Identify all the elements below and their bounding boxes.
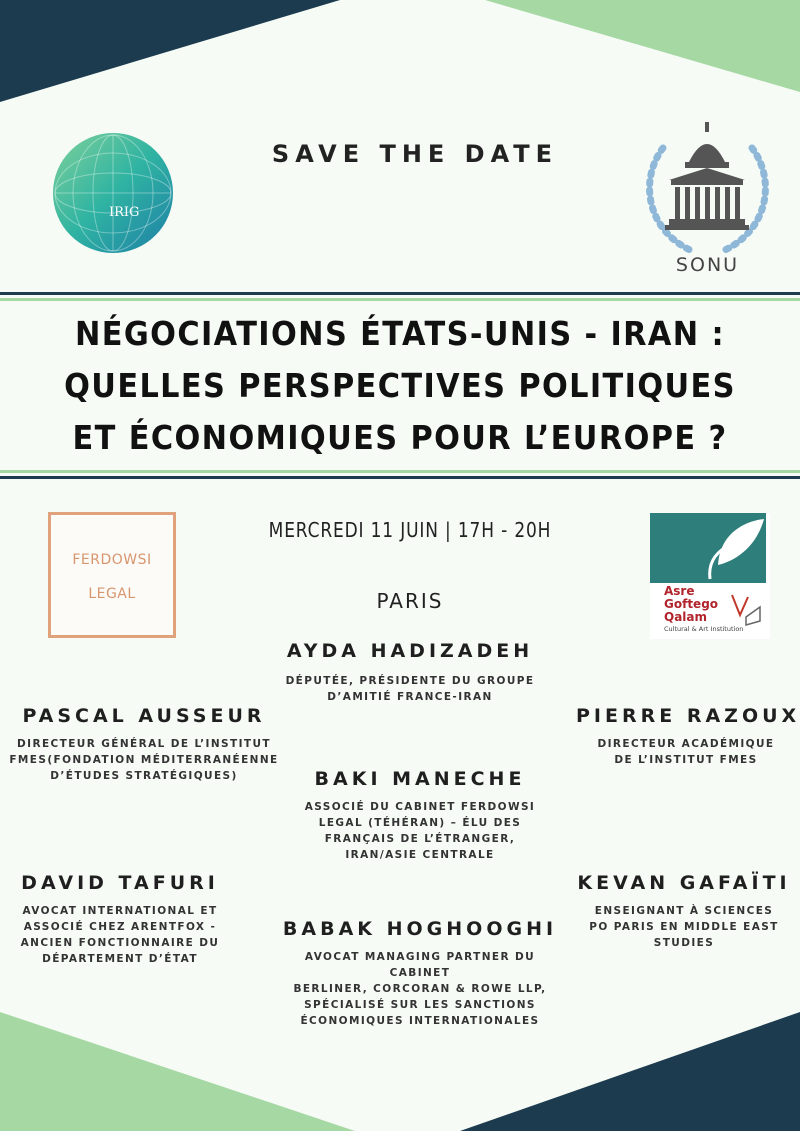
desc-line: CABINET xyxy=(389,967,451,979)
speaker-description xyxy=(260,799,580,863)
desc-line: FRANÇAIS DE L’ÉTRANGER, xyxy=(324,833,516,845)
speaker-babak-hoghooghi xyxy=(260,918,580,1029)
asre-label: Asre xyxy=(664,584,695,598)
desc-line: DIRECTEUR ACADÉMIQUE xyxy=(597,738,775,750)
title-line-3: ET ÉCONOMIQUES POUR L’EUROPE ? xyxy=(72,418,728,457)
speaker-name: AYDA HADIZADEH xyxy=(286,640,534,662)
desc-line: DIRECTEUR GÉNÉRAL DE L’INSTITUT xyxy=(17,738,271,750)
speaker-description xyxy=(570,903,798,951)
speaker-description xyxy=(250,673,570,705)
desc-line: AVOCAT INTERNATIONAL ET xyxy=(22,905,218,917)
speaker-name: BAKI MANECHE xyxy=(314,768,526,790)
title-line-2: QUELLES PERSPECTIVES POLITIQUES xyxy=(64,366,736,405)
speaker-name: PASCAL AUSSEUR xyxy=(22,705,266,727)
globe-icon xyxy=(53,133,173,253)
asre-goftego-qalam-logo xyxy=(650,513,770,639)
speaker-name: DAVID TAFURI xyxy=(21,872,219,894)
desc-line: D’AMITIÉ FRANCE-IRAN xyxy=(327,691,493,703)
desc-line: ASSOCIÉ CHEZ ARENTFOX - xyxy=(23,921,217,933)
speaker-name: BABAK HOGHOOGHI xyxy=(282,918,558,940)
desc-line: LEGAL (TÉHÉRAN) – ÉLU DES xyxy=(318,817,522,829)
desc-line: DÉPUTÉE, PRÉSIDENTE DU GROUPE xyxy=(285,675,535,687)
desc-line: DÉPARTEMENT D’ÉTAT xyxy=(42,953,198,965)
event-city: PARIS xyxy=(376,589,444,613)
sonu-label: SONU xyxy=(675,254,740,276)
speaker-pierre-razoux xyxy=(576,705,800,768)
desc-line: ANCIEN FONCTIONNAIRE DU xyxy=(20,937,220,949)
speaker-name: PIERRE RAZOUX xyxy=(576,705,800,727)
irig-label: IRIG xyxy=(109,205,140,220)
desc-line: DE L’INSTITUT FMES xyxy=(614,754,758,766)
divider-navy-top xyxy=(0,292,800,295)
desc-line: IRAN/ASIE CENTRALE xyxy=(345,849,495,861)
event-date: MERCREDI 11 JUIN | 17H - 20H xyxy=(268,518,552,542)
leaf-icon xyxy=(650,513,770,583)
institution-label: Cultural & Art Institution xyxy=(664,625,744,633)
legal-label: LEGAL xyxy=(88,586,136,602)
qalam-label: Qalam xyxy=(664,610,708,624)
event-title xyxy=(32,308,768,464)
speaker-david-tafuri xyxy=(0,872,240,967)
speaker-description xyxy=(0,736,288,784)
speaker-ayda-hadizadeh xyxy=(250,640,570,705)
speaker-description xyxy=(0,903,240,967)
desc-line: ENSEIGNANT À SCIENCES xyxy=(594,905,774,917)
desc-line: PO PARIS EN MIDDLE EAST xyxy=(589,921,779,933)
sonu-logo xyxy=(635,118,780,278)
goftego-label: Goftego xyxy=(664,597,719,611)
divider-navy-bottom xyxy=(0,476,800,479)
desc-line: STUDIES xyxy=(653,937,715,949)
desc-line: D’ÉTUDES STRATÉGIQUES) xyxy=(50,770,238,782)
desc-line: FMES(FONDATION MÉDITERRANÉENNE xyxy=(9,754,279,766)
desc-line: BERLINER, CORCORAN & ROWE LLP, xyxy=(293,983,547,995)
speaker-description xyxy=(576,736,796,768)
pantheon-wreath-icon xyxy=(635,118,780,258)
save-the-date: SAVE THE DATE xyxy=(271,140,559,168)
ferdowsi-label: FERDOWSI xyxy=(72,552,152,568)
divider-green-top xyxy=(0,298,800,301)
irig-logo xyxy=(53,133,173,253)
title-line-1: NÉGOCIATIONS ÉTATS-UNIS - IRAN : xyxy=(74,314,726,353)
speaker-name: KEVAN GAFAÏTI xyxy=(577,872,791,894)
speaker-kevan-gafaiti xyxy=(570,872,798,951)
pen-book-icon xyxy=(726,587,766,627)
speaker-pascal-ausseur xyxy=(0,705,288,784)
desc-line: SPÉCIALISÉ SUR LES SANCTIONS xyxy=(304,999,536,1011)
speaker-description xyxy=(260,949,580,1029)
divider-green-bottom xyxy=(0,470,800,473)
desc-line: ÉCONOMIQUES INTERNATIONALES xyxy=(300,1015,540,1027)
desc-line: AVOCAT MANAGING PARTNER DU xyxy=(304,951,536,963)
speaker-baki-maneche xyxy=(260,768,580,863)
desc-line: ASSOCIÉ DU CABINET FERDOWSI xyxy=(304,801,536,813)
